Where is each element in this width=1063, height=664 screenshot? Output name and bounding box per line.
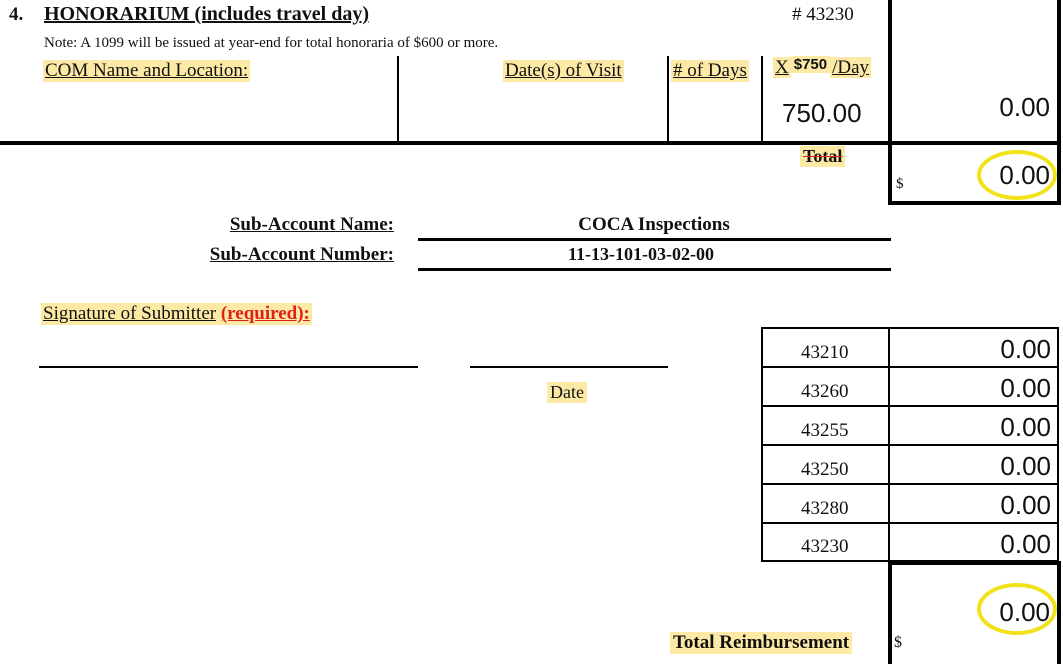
account-amount-cell[interactable]: 0.00 xyxy=(1000,451,1051,481)
account-amount-cell[interactable]: 0.00 xyxy=(1000,334,1051,364)
subaccount-number-rule xyxy=(418,268,891,271)
subaccount-name-rule xyxy=(418,238,891,241)
account-code-cell: 43255 xyxy=(801,420,849,441)
reimbursement-label: Total Reimbursement xyxy=(670,632,852,654)
section-number: 4. xyxy=(9,4,24,25)
signature-required: (required): xyxy=(220,303,310,324)
reimbursement-highlight-circle xyxy=(977,583,1057,635)
account-amount-cell[interactable]: 0.00 xyxy=(1000,373,1051,403)
subaccount-number-label: Sub-Account Number: xyxy=(209,244,394,265)
signature-label xyxy=(41,303,312,325)
col-divider-3 xyxy=(761,56,763,142)
accounts-row-divider xyxy=(761,366,1059,368)
account-amount-cell[interactable]: 0.00 xyxy=(1000,412,1051,442)
total-box-bottom-border xyxy=(888,201,1061,205)
subaccount-name-value: COCA Inspections xyxy=(578,214,730,235)
accounts-row-divider xyxy=(761,483,1059,485)
section-title: HONORARIUM (includes travel day) xyxy=(44,3,369,25)
accounts-top-border xyxy=(761,327,1059,329)
rate-suffix: /Day xyxy=(832,57,870,78)
accounts-row-divider xyxy=(761,405,1059,407)
total-currency: $ xyxy=(896,176,904,192)
account-code-cell: 43210 xyxy=(801,342,849,363)
total-label: Total xyxy=(800,146,845,167)
date-line[interactable] xyxy=(470,366,668,368)
accounts-row-divider xyxy=(761,522,1059,524)
reimb-box-left xyxy=(888,561,892,664)
col-divider-1 xyxy=(397,56,399,142)
reimbursement-currency: $ xyxy=(894,634,902,651)
subaccount-number-value: 11-13-101-03-02-00 xyxy=(568,244,714,264)
signature-line[interactable] xyxy=(39,366,418,368)
dates-header: Date(s) of Visit xyxy=(505,60,622,81)
reimbursement-value: 0.00 xyxy=(999,597,1050,627)
rate-header xyxy=(773,56,871,79)
account-amount-cell[interactable]: 0.00 xyxy=(1000,490,1051,520)
reimb-box-top xyxy=(888,561,1061,565)
days-header: # of Days xyxy=(673,60,747,81)
account-code-cell: 43260 xyxy=(801,381,849,402)
account-code-cell: 43230 xyxy=(801,536,849,557)
col-divider-2 xyxy=(667,56,669,142)
com-name-header: COM Name and Location: xyxy=(45,60,249,81)
account-amount-cell[interactable]: 0.00 xyxy=(1000,529,1051,559)
rate-amount: 750.00 xyxy=(782,98,862,128)
line-total: 0.00 xyxy=(999,92,1050,122)
rate-prefix: X xyxy=(775,57,789,78)
total-box-right-border xyxy=(1057,0,1061,205)
account-code: # 43230 xyxy=(792,4,854,25)
total-box-left-border xyxy=(888,0,892,205)
reimb-box-right xyxy=(1057,561,1061,664)
subaccount-name-label: Sub-Account Name: xyxy=(229,214,394,235)
account-code-cell: 43280 xyxy=(801,498,849,519)
account-code-cell: 43250 xyxy=(801,459,849,480)
signature-label-text: Signature of Submitter xyxy=(43,303,217,324)
section-note: Note: A 1099 will be issued at year-end for total honoraria of $600 or more. xyxy=(44,35,499,51)
total-highlight-circle xyxy=(977,150,1057,200)
accounts-row-divider xyxy=(761,444,1059,446)
total-value: 0.00 xyxy=(999,160,1050,190)
date-label: Date xyxy=(547,382,587,403)
rate-value: $750 xyxy=(791,56,830,73)
row-bottom-rule xyxy=(0,141,1061,145)
